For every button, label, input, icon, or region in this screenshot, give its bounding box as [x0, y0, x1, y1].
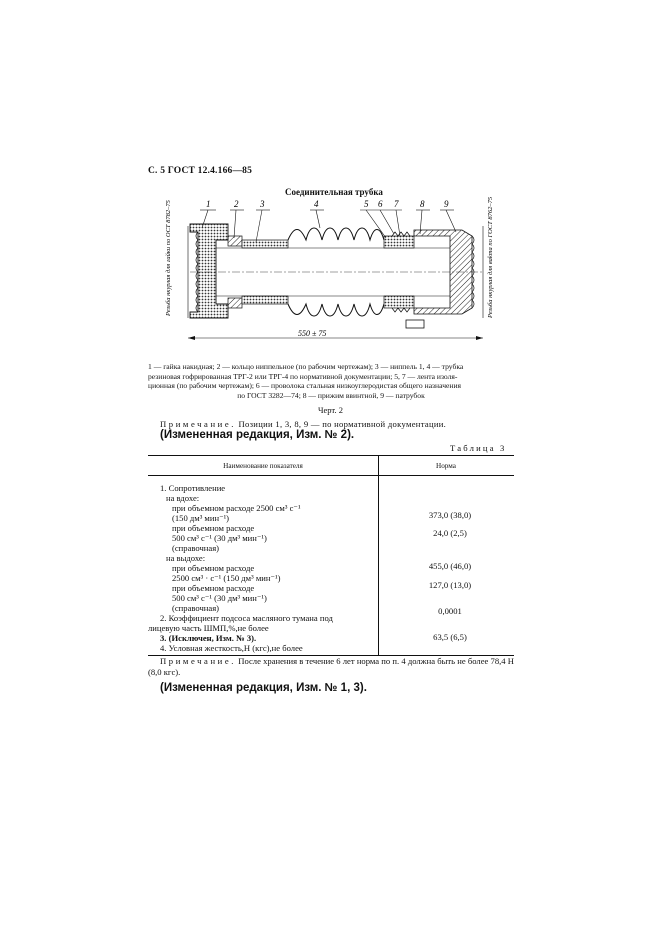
callout-5: 5 [364, 199, 369, 209]
table-row: при объемном расходе [172, 523, 255, 533]
legend-line: резиновая гофрированная ТРГ-2 или ТРГ-4 по нормативной документации; 5, 7 — лента изоля- [148, 371, 458, 381]
callout-4: 4 [314, 199, 319, 209]
note-2-label: Примечание. [160, 656, 237, 666]
callout-1: 1 [206, 199, 211, 209]
table-header-rule [148, 475, 514, 476]
note-2 [148, 656, 514, 678]
callout-6: 6 [378, 199, 383, 209]
table-header-name: Наименование показателя [223, 462, 303, 470]
table-row: на выдохе: [166, 553, 206, 563]
note-1-label: Примечание. [160, 419, 237, 429]
table-row: при объемном расходе [172, 583, 255, 593]
table-row: (справочная) [172, 603, 220, 613]
table-row: при объемном расходе [172, 563, 255, 573]
table-value: 0,0001 [438, 606, 462, 616]
table-row: лицевую часть ШМП,%,не более [148, 623, 269, 633]
note-2-text: После хранения в течение 6 лет норма по п. 4 должна быть не более 78,4 Н (8,0 кгс). [148, 656, 514, 677]
callout-9: 9 [444, 199, 449, 209]
table-row: при объемном расходе 2500 см³ с⁻¹ [172, 503, 301, 513]
figure-caption: Черт. 2 [317, 405, 343, 415]
table-name: Таблица 3 [450, 443, 507, 453]
table-row: 4. Условная жесткость,Н (кгс),не более [160, 643, 303, 653]
table-header-norm: Норма [436, 462, 456, 470]
legend-line: 1 — гайка накидная; 2 — кольцо ниппельное (по рабочим чертежам); 3 — ниппель 1, 4 — трубка [148, 362, 464, 371]
note-1-text: Позиции 1, 3, 8, 9 — по нормативной документации. [238, 419, 447, 429]
table-row: (150 дм³ мин⁻¹) [172, 513, 230, 523]
table-row: (справочная) [172, 543, 220, 553]
callout-2: 2 [234, 199, 239, 209]
left-thread-label: Резьба нкурлая для гайки по ОСТ 8782–75 [165, 200, 172, 316]
drawing-title: Соединительная трубка [285, 187, 383, 197]
callout-3: 3 [260, 199, 265, 209]
edit-note-1: (Измененная редакция, Изм. № 2). [160, 429, 355, 441]
table-top-rule [148, 455, 514, 456]
connecting-tube-drawing [150, 196, 500, 346]
edit-note-2: (Измененная редакция, Изм. № 1, 3). [160, 682, 367, 694]
table-value: 455,0 (46,0) [428, 561, 472, 571]
table-row: на вдохе: [166, 493, 200, 503]
note-1 [160, 419, 446, 429]
table-row: 500 см³ с⁻¹ (30 дм³ мин⁻¹) [172, 533, 267, 543]
table-row: 3. (Исключен, Изм. № 3). [160, 633, 257, 643]
table-row: 2. Коэффициент подсоса масляного тумана под [160, 613, 333, 623]
right-thread-label: Резьба нкурлая для ваkта по ГОСТ 8762–75 [487, 196, 494, 318]
dimension-label: 550 ± 75 [298, 329, 327, 338]
table-value: 373,0 (38,0) [428, 510, 472, 520]
legend-line: ционная (по рабочим чертежам); 6 — проволока стальная низкоуглеродистая общего назначения [148, 381, 461, 391]
table-value: 127,0 (13,0) [428, 580, 472, 590]
callout-7: 7 [394, 199, 399, 209]
table-row: 2500 см³ · с⁻¹ (150 дм³ мин⁻¹) [172, 573, 281, 583]
table-row: 1. Сопротивление [160, 483, 226, 493]
table-value: 63,5 (6,5) [433, 632, 467, 642]
legend-line: по ГОСТ 3282—74; 8 — прижим ввинтной, 9 — патрубок [237, 390, 425, 400]
table-value: 24,0 (2,5) [433, 528, 467, 538]
callout-8: 8 [420, 199, 425, 209]
page-header: С. 5 ГОСТ 12.4.166—85 [148, 166, 253, 176]
drawing-legend [148, 362, 514, 400]
table-row: 500 см³ с⁻¹ (30 дм³ мин⁻¹) [172, 593, 267, 603]
table-column-divider [378, 455, 379, 655]
